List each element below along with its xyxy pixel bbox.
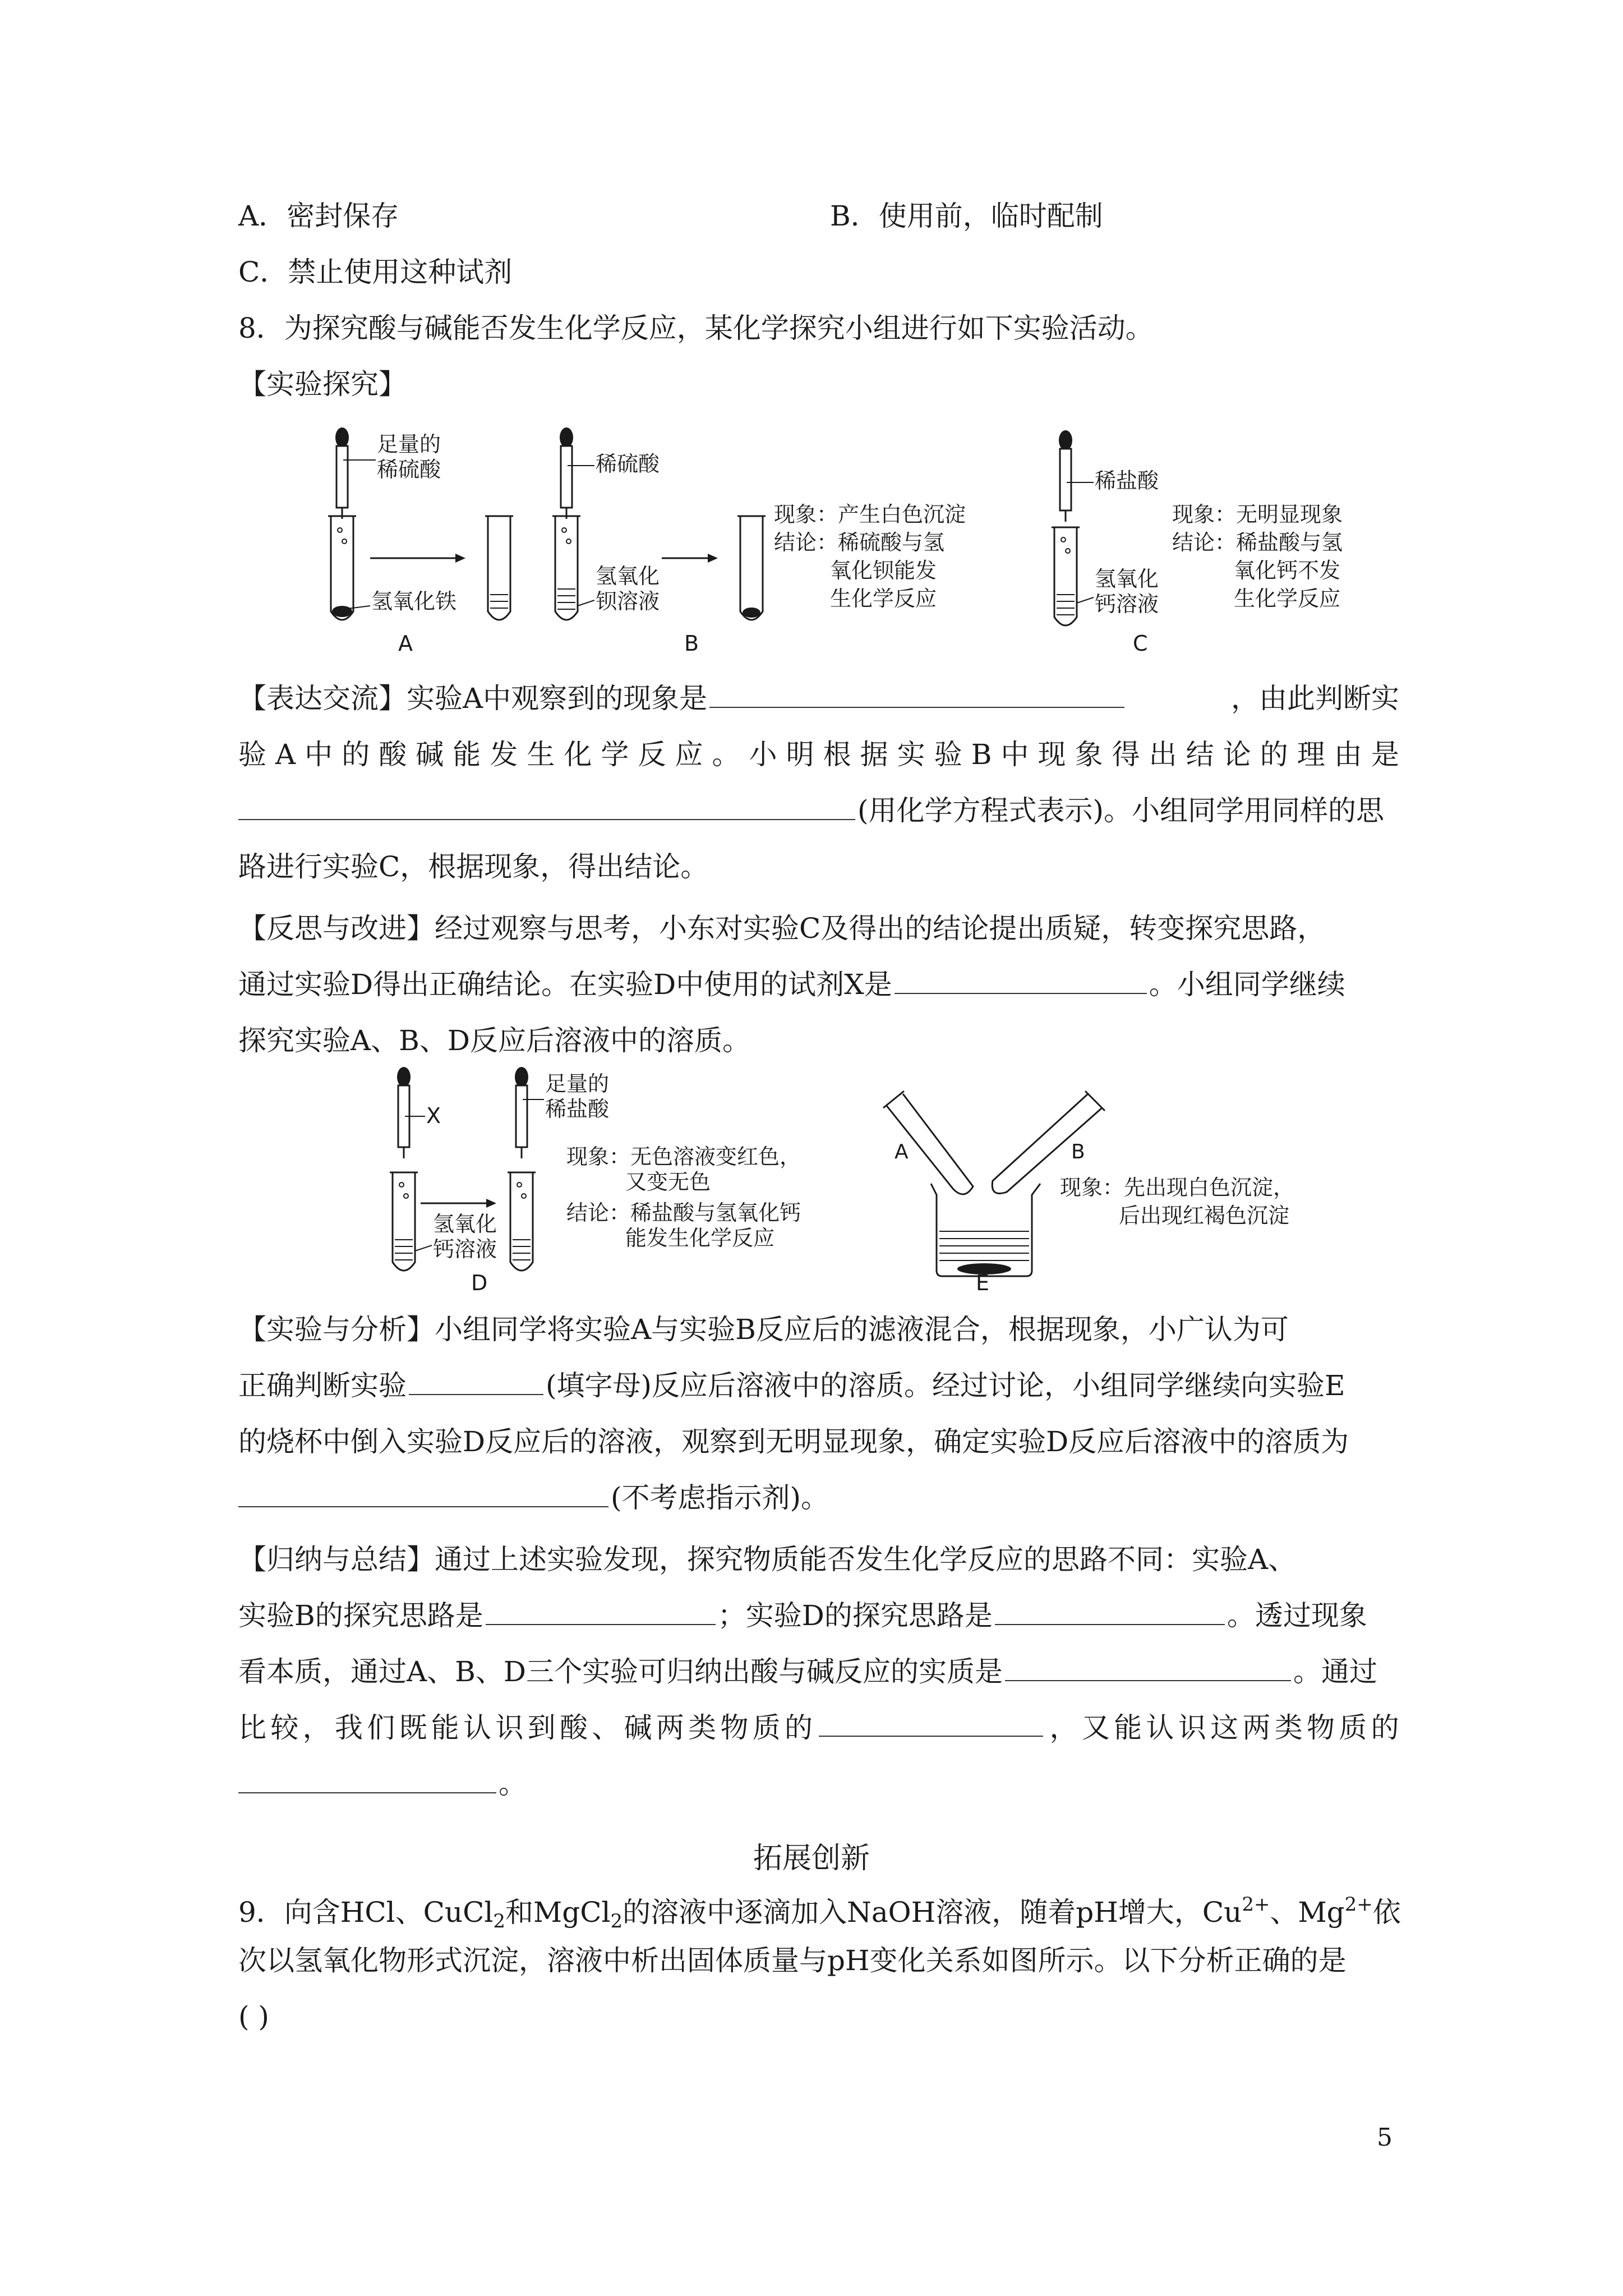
text-fragment: 的 [1371, 1711, 1399, 1744]
text-fragment: 类 [1274, 1711, 1303, 1744]
a-dropper-label-2: 稀硫酸 [377, 457, 441, 482]
text-fragment: 能 [431, 1711, 459, 1744]
summary-line-4 [238, 1711, 1399, 1745]
text-fragment: 的溶液中逐滴加入NaOH溶液，随着pH增大，Cu [623, 1896, 1242, 1929]
text-fragment: 我 [334, 1711, 363, 1744]
summary-line-5 [238, 1767, 527, 1801]
text-fragment: ， [1049, 1711, 1078, 1744]
blank-idea-ab[interactable] [486, 1599, 716, 1625]
text-fragment: (填字母)反应后溶液中的溶质。经过讨论，小组同学继续向实验E [546, 1369, 1345, 1402]
text-fragment: 、Mg [1270, 1896, 1345, 1929]
q7-option-b: B．使用前，临时配制 [830, 200, 1103, 232]
text-fragment: 现 [1038, 738, 1066, 771]
text-fragment: 。透过现象 [1227, 1599, 1367, 1632]
text-fragment: 2 [610, 1910, 623, 1932]
d-dropper2-label-1: 足量的 [545, 1071, 610, 1096]
d-tube-label-2: 钙溶液 [433, 1237, 497, 1262]
text-fragment: 理 [1297, 738, 1325, 771]
c-obs-2: 结论：稀盐酸与氢 [1172, 530, 1343, 555]
text-fragment: 正确判断实验 [238, 1369, 407, 1402]
reflect-line-3: 探究实验A、B、D反应后溶液中的溶质。 [238, 1024, 750, 1057]
text-fragment: 。 [499, 1768, 527, 1800]
text-fragment: 质 [1339, 1711, 1367, 1744]
text-fragment: 的 [342, 738, 370, 771]
a-tube-label: 氢氧化铁 [371, 589, 457, 614]
text-fragment: 结 [1186, 738, 1214, 771]
text-fragment: 识 [1178, 1711, 1206, 1744]
text-fragment: 类 [688, 1711, 717, 1744]
express-1b: ，由此判断实 [1231, 682, 1399, 715]
analysis-line-4 [238, 1481, 829, 1515]
text-fragment: 中 [1000, 738, 1029, 771]
b-tube-label-1: 氢氧化 [596, 564, 660, 588]
text-fragment: 到 [527, 1711, 556, 1744]
text-fragment: 实验B的探究思路是 [238, 1599, 483, 1632]
letter-b: B [684, 631, 699, 656]
text-fragment: 识 [495, 1711, 524, 1744]
q9-line-2: 次以氢氧化物形式沉淀，溶液中析出固体质量与pH变化关系如图所示。以下分析正确的是 [238, 1944, 1347, 1977]
text-fragment: 又 [1081, 1711, 1110, 1744]
text-fragment: 反 [638, 738, 666, 771]
text-fragment: 是 [1371, 738, 1399, 771]
letter-c: C [1133, 631, 1148, 656]
text-fragment: 得 [1112, 738, 1140, 771]
c-obs-1: 现象：无明显现象 [1172, 502, 1343, 527]
letter-e: E [976, 1271, 990, 1295]
q7-option-a: A．密封保存 [238, 200, 399, 232]
text-fragment: 的 [1260, 738, 1288, 771]
test-tube-a [328, 516, 356, 620]
summary-line-1: 【归纳与总结】通过上述实验发现，探究物质能否发生化学反应的思路不同：实验A、 [238, 1543, 1297, 1576]
text-fragment: 生 [527, 738, 555, 771]
text-fragment: ；实验D的探究思路是 [717, 1599, 993, 1632]
text-fragment: 们 [367, 1711, 395, 1744]
text-fragment: A [275, 738, 296, 771]
text-fragment: 能 [1114, 1711, 1142, 1744]
text-fragment: (用化学方程式表示)。小组同学用同样的思 [857, 794, 1385, 827]
c-obs-3: 氧化钙不发 [1234, 558, 1341, 583]
q9-line-1 [238, 1888, 1401, 1938]
express-line-3 [238, 794, 1384, 827]
c-tube-label-1: 氢氧化 [1095, 567, 1159, 591]
text-fragment: 物 [720, 1711, 749, 1744]
blank-equation[interactable] [238, 794, 855, 820]
a-dropper-label-1: 足量的 [377, 432, 441, 457]
figure-de [336, 1060, 1458, 1296]
text-fragment: 论 [1223, 738, 1251, 771]
text-fragment: 学 [601, 738, 629, 771]
text-fragment: 明 [786, 738, 814, 771]
c-obs-4: 生化学反应 [1234, 586, 1341, 611]
b-tube-label-2: 钡溶液 [596, 589, 660, 614]
text-fragment: 酸 [559, 1711, 588, 1744]
text-fragment: 较 [270, 1711, 299, 1744]
analysis-line-1: 【实验与分析】小组同学将实验A与实验B反应后的滤液混合，根据现象，小广认为可 [238, 1313, 1289, 1346]
express-line-2 [238, 738, 1399, 771]
express-1a: 【表达交流】实验A中观察到的现象是 [238, 682, 708, 715]
analysis-line-3: 的烧杯中倒入实验D反应后的溶液，观察到无明显现象，确定实验D反应后溶液中的溶质为 [238, 1425, 1349, 1458]
e-obs-2: 后出现红褐色沉淀 [1119, 1203, 1290, 1228]
text-fragment: 认 [1146, 1711, 1174, 1744]
text-fragment: 碱 [624, 1711, 652, 1744]
analysis-line-2 [238, 1369, 1345, 1402]
blank-essence[interactable] [1005, 1655, 1291, 1681]
d-x-label: X [426, 1103, 441, 1128]
d-obs-2: 又变无色 [625, 1170, 711, 1194]
text-fragment: 的 [785, 1711, 813, 1744]
b-obs-2: 结论：稀硫酸与氢 [774, 530, 945, 555]
text-fragment: 通过实验D得出正确结论。在实验D中使用的试剂X是 [238, 968, 892, 1001]
letter-a: A [398, 631, 413, 656]
text-fragment: 比 [238, 1711, 266, 1744]
text-fragment: (不考虑指示剂)。 [611, 1481, 829, 1514]
text-fragment: 。小组同学继续 [1149, 968, 1345, 1001]
b-obs-1: 现象：产生白色沉淀 [774, 502, 966, 527]
text-fragment: 碱 [416, 738, 444, 771]
text-fragment: 这 [1210, 1711, 1239, 1744]
b-obs-4: 生化学反应 [830, 586, 937, 611]
reflect-line-2 [238, 968, 1345, 1001]
text-fragment: 2+ [1242, 1893, 1270, 1916]
text-fragment: 2 [493, 1910, 506, 1932]
text-fragment: 实 [897, 738, 925, 771]
reflect-line-1: 【反思与改进】经过观察与思考，小东对实验C及得出的结论提出质疑，转变探究思路， [238, 912, 1326, 945]
d-dropper2-label-2: 稀盐酸 [545, 1097, 610, 1121]
blank-reagent-x[interactable] [895, 968, 1147, 994]
blank-a-phenomenon[interactable] [709, 682, 1124, 708]
summary-line-3 [238, 1655, 1377, 1688]
d-tube-label-1: 氢氧化 [433, 1212, 497, 1236]
text-fragment: 两 [656, 1711, 684, 1744]
text-fragment: 和MgCl [505, 1896, 611, 1929]
b-dropper-label: 稀硫酸 [596, 452, 660, 476]
q7-option-c: C．禁止使用这种试剂 [238, 256, 513, 288]
text-fragment: 9．向含HCl、CuCl [238, 1896, 494, 1929]
text-fragment: 酸 [379, 738, 407, 771]
blank-letter[interactable] [409, 1369, 543, 1395]
text-fragment: 由 [1334, 738, 1362, 771]
section-explore: 【实验探究】 [238, 368, 407, 401]
c-dropper-label: 稀盐酸 [1095, 468, 1159, 493]
text-fragment: 两 [1242, 1711, 1271, 1744]
e-a-label: A [895, 1140, 909, 1163]
text-fragment: 物 [1307, 1711, 1335, 1744]
text-fragment: 既 [399, 1711, 427, 1744]
page-number: 5 [1377, 2123, 1393, 2152]
d-obs-4: 能发生化学反应 [625, 1226, 775, 1250]
letter-d: D [471, 1271, 488, 1295]
express-line-1 [238, 682, 1399, 715]
summary-line-2 [238, 1599, 1367, 1632]
text-fragment: 象 [1075, 738, 1103, 771]
d-obs-1: 现象：无色溶液变红色， [566, 1144, 801, 1169]
e-b-label: B [1071, 1140, 1085, 1163]
text-fragment: 看本质，通过A、B、D三个实验可归纳出酸与碱反应的实质是 [238, 1655, 1003, 1688]
text-fragment: 。通过 [1293, 1655, 1377, 1688]
text-fragment: 小 [749, 738, 777, 771]
text-fragment: 发 [490, 738, 518, 771]
text-fragment: 根 [823, 738, 851, 771]
text-fragment: 认 [463, 1711, 492, 1744]
section-title: 拓展创新 [753, 1842, 870, 1875]
text-fragment: 验 [934, 738, 962, 771]
q9-answer-bracket[interactable]: ( ) [238, 2000, 269, 2033]
text-fragment: 据 [860, 738, 888, 771]
text-fragment: 中 [305, 738, 333, 771]
c-tube-label-2: 钙溶液 [1095, 592, 1159, 616]
blank-idea-d[interactable] [995, 1599, 1225, 1625]
text-fragment: 2+ [1344, 1893, 1373, 1916]
text-fragment: 出 [1149, 738, 1177, 771]
text-fragment: 依 [1372, 1896, 1401, 1929]
text-fragment: ， [302, 1711, 331, 1744]
dropper-a [335, 427, 349, 519]
text-fragment: 、 [592, 1711, 620, 1744]
figure-abc [0, 415, 1458, 662]
blank-common[interactable] [819, 1711, 1043, 1737]
blank-solute[interactable] [238, 1481, 608, 1507]
b-obs-3: 氧化钡能发 [830, 558, 937, 583]
text-fragment: 质 [752, 1711, 781, 1744]
blank-difference[interactable] [238, 1768, 496, 1793]
text-fragment: 验 [238, 738, 266, 771]
text-fragment: 化 [564, 738, 592, 771]
text-fragment: 能 [453, 738, 481, 771]
express-line-4: 路进行实验C，根据现象，得出结论。 [238, 850, 709, 883]
d-obs-3: 结论：稀盐酸与氢氧化钙 [566, 1200, 801, 1225]
q8-stem: 8．为探究酸与碱能否发生化学反应，某化学探究小组进行如下实验活动。 [238, 312, 1154, 344]
e-obs-1: 现象：先出现白色沉淀， [1060, 1175, 1295, 1200]
text-fragment: B [971, 738, 992, 771]
text-fragment: 应 [675, 738, 703, 771]
text-fragment: 。 [712, 738, 740, 771]
